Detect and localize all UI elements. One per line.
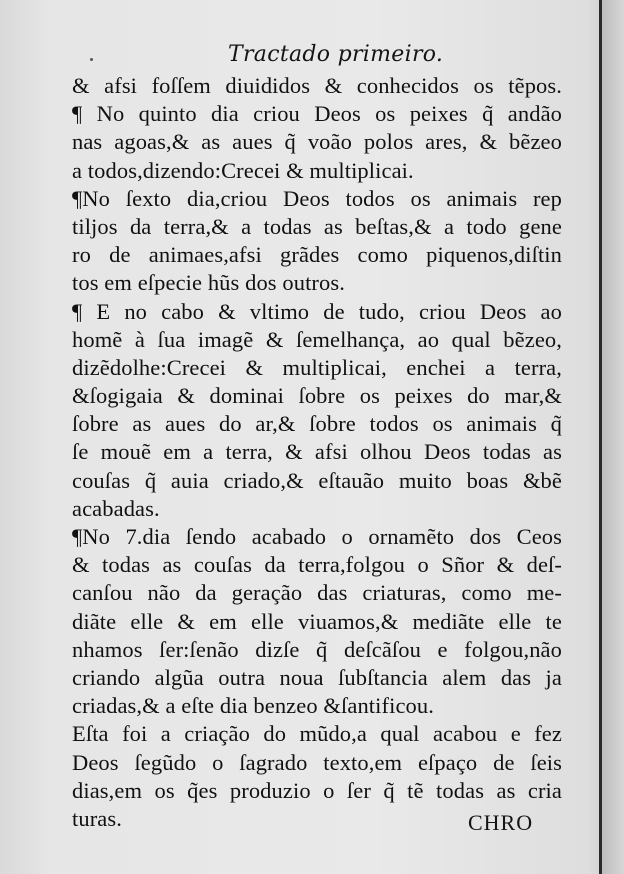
ink-speck: [90, 58, 93, 61]
text-line: a todos,dizendo:Crecei & multiplicai.: [72, 157, 414, 183]
text-line: nhamos ſer:ſenão dizſe q̃ deſcãſou e folgou,não: [72, 636, 562, 662]
text-line: diãte elle & em elle viuamos,& mediãte elle te: [72, 608, 562, 634]
body-text: [72, 72, 562, 833]
text-line: criando algũa outra noua ſubſtancia alem das ja: [72, 664, 562, 690]
text-line: ſe mouẽ em a terra, & afsi olhou Deos todas as: [72, 439, 562, 465]
text-line: & todas as couſas da terra,folgou o Sñor & deſ-: [72, 552, 562, 578]
text-line: couſas q̃ auia criado,& eſtauão muito boas &bẽ: [72, 467, 562, 493]
catchword: CHRO: [468, 810, 534, 835]
text-line: nas agoas,& as aues q̃ voão polos ares, & bẽzeo: [72, 129, 562, 155]
running-head: Tractado primeiro.: [228, 42, 444, 67]
text-line: ¶No ſexto dia,criou Deos todos os animais rep: [72, 185, 562, 211]
text-line: tos em eſpecie hũs dos outros.: [72, 270, 345, 296]
text-line: &ſogigaia & dominai ſobre os peixes do mar,&: [72, 383, 562, 409]
text-line: Eſta foi a criação do mũdo,a qual acabou e fez: [72, 721, 562, 747]
adjacent-page-edge: [602, 0, 624, 874]
text-line: ro de animaes,afsi grãdes como piquenos,diſtin: [72, 242, 562, 268]
text-line: homẽ à ſua imagẽ & ſemelhança, ao qual bẽzeo,: [72, 326, 562, 352]
text-line: dias,em os q̃es produzio o ſer q̃ tẽ todas as cria: [72, 777, 562, 803]
text-line: & afsi foſſem diuididos & conhecidos os tẽpos.: [72, 73, 562, 98]
text-line: turas.: [72, 805, 122, 831]
text-line: dizẽdolhe:Crecei & multiplicai, enchei a terra,: [72, 354, 562, 380]
text-line: ¶ No quinto dia criou Deos os peixes q̃ andão: [72, 101, 562, 127]
text-line: ſobre as aues do ar,& ſobre todos os animais q̃: [72, 411, 562, 437]
page-binding-shadow: [599, 0, 602, 874]
text-line: criadas,& a eſte dia benzeo &ſantificou.: [72, 693, 434, 719]
text-line: tiljos da terra,& a todas as beſtas,& a todo gene: [72, 213, 562, 239]
text-line: ¶ E no cabo & vltimo de tudo, criou Deos ao: [72, 298, 562, 324]
text-line: acabadas.: [72, 495, 160, 521]
text-line: canſou não da geração das criaturas, como me-: [72, 580, 562, 606]
text-line: Deos ſegũdo o ſagrado texto,em eſpaço de ſeis: [72, 749, 562, 775]
text-line: ¶No 7.dia ſendo acabado o ornamẽto dos Ceos: [72, 524, 562, 549]
